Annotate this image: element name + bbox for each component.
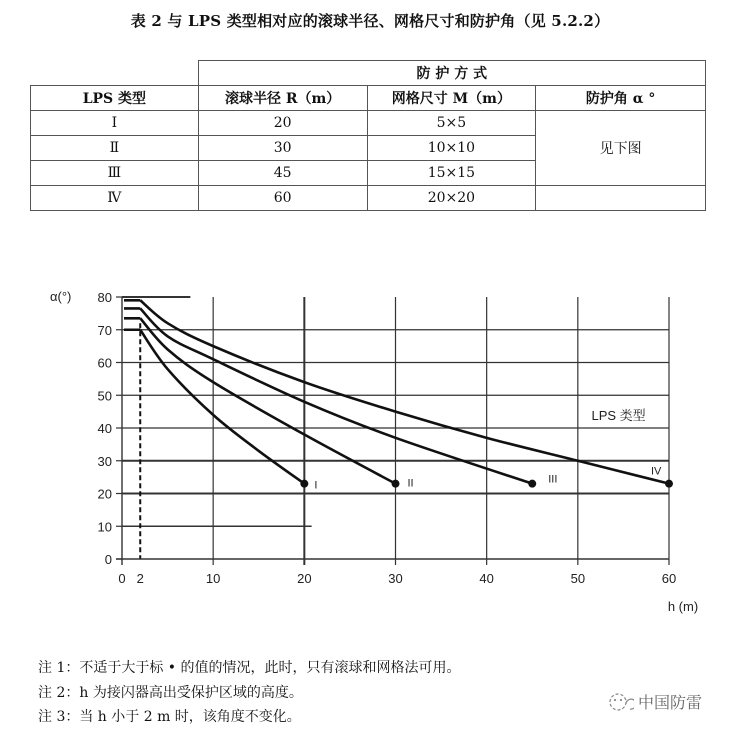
y-tick-label: 50 xyxy=(97,388,112,404)
y-tick-label: 30 xyxy=(97,453,112,469)
x-tick-label: 20 xyxy=(297,571,312,586)
table-row xyxy=(31,186,706,211)
y-tick-label: 60 xyxy=(97,355,112,371)
note-1: 注 1：不适于大于标 • 的值的情况，此时，只有滚球和网格法可用。 xyxy=(38,660,461,676)
legend-title: LPS 类型 xyxy=(591,407,646,423)
y-tick-label: 70 xyxy=(97,322,112,338)
series-label-III: III xyxy=(548,473,558,486)
y-tick-label: 40 xyxy=(97,421,112,436)
cell-type: Ⅱ xyxy=(31,136,199,161)
table-title: 表 2 与 LPS 类型相对应的滚球半径、网格尺寸和防护角（见 5.2.2） xyxy=(130,12,610,30)
x-tick-label: 2 xyxy=(136,571,144,586)
chart-series xyxy=(124,300,673,487)
y-tick-label: 10 xyxy=(97,519,112,535)
endpoint-III xyxy=(528,480,536,488)
y-tick-label: 0 xyxy=(104,552,112,567)
lps-table xyxy=(30,60,706,211)
table-corner xyxy=(31,61,199,86)
cell-radius: 45 xyxy=(198,161,367,186)
group-header: 防 护 方 式 xyxy=(198,61,705,86)
cell-mesh: 20×20 xyxy=(367,186,536,211)
y-tick-label: 80 xyxy=(97,290,112,305)
x-tick-label: 10 xyxy=(205,571,221,586)
watermark-text: 中国防雷 xyxy=(638,693,703,712)
series-label-II: II xyxy=(407,477,414,490)
series-label-IV: IV xyxy=(651,465,662,478)
x-tick-label: 0 xyxy=(118,571,126,586)
endpoint-IV xyxy=(665,480,673,488)
table-row xyxy=(31,111,706,136)
watermark xyxy=(608,690,702,713)
series-label-I: I xyxy=(314,479,318,492)
x-tick-label: 30 xyxy=(388,571,403,586)
endpoint-I xyxy=(300,480,308,488)
cell-mesh: 15×15 xyxy=(367,161,536,186)
cell-angle: 见下图 xyxy=(536,111,706,186)
chart-labels xyxy=(50,289,698,614)
cell-mesh: 10×10 xyxy=(367,136,536,161)
x-tick-label: 50 xyxy=(570,571,586,586)
x-tick-label: 40 xyxy=(479,571,494,586)
cell-radius: 20 xyxy=(198,111,367,136)
notes xyxy=(38,656,461,730)
cell-angle-empty xyxy=(536,186,706,211)
header-radius: 滚球半径 R（m） xyxy=(198,86,367,111)
cell-mesh: 5×5 xyxy=(367,111,536,136)
y-axis-label: α(°) xyxy=(50,289,72,304)
y-tick-label: 20 xyxy=(97,486,112,502)
header-angle: 防护角 α ° xyxy=(536,86,706,111)
chart-grid xyxy=(122,297,669,565)
header-lps-type: LPS 类型 xyxy=(31,86,199,111)
cell-type: Ⅲ xyxy=(31,161,199,186)
note-3: 注 3：当 h 小于 2 m 时，该角度不变化。 xyxy=(38,709,301,725)
note-2: 注 2：h 为接闪器高出受保护区域的高度。 xyxy=(38,684,303,701)
cell-type: Ⅳ xyxy=(31,186,199,211)
x-tick-label: 60 xyxy=(661,571,677,586)
cell-radius: 30 xyxy=(198,136,367,161)
endpoint-II xyxy=(392,480,400,488)
curve-III xyxy=(140,308,532,483)
curve-IV xyxy=(140,300,669,483)
chart-axes xyxy=(116,297,669,565)
cell-type: Ⅰ xyxy=(31,111,199,136)
header-mesh: 网格尺寸 M（m） xyxy=(367,86,536,111)
cell-radius: 60 xyxy=(198,186,367,211)
wechat-icon xyxy=(608,691,634,713)
protection-angle-chart xyxy=(0,270,740,620)
x-axis-label: h (m) xyxy=(667,599,699,614)
